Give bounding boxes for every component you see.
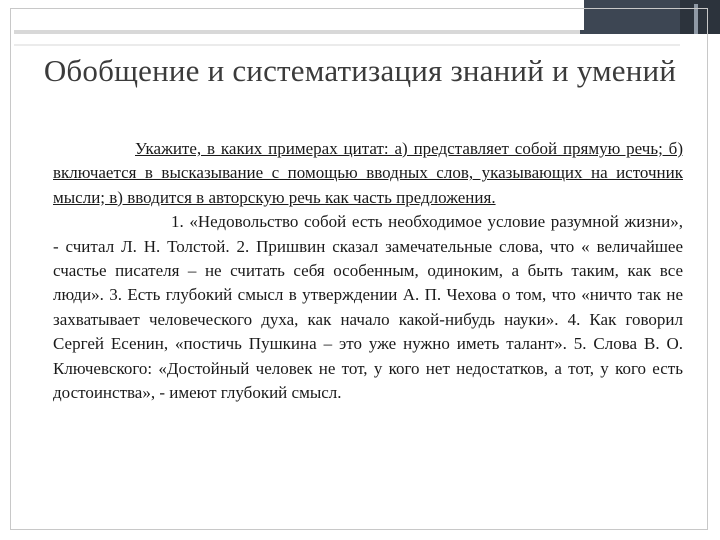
slide-body [53,137,683,405]
quotes-paragraph [53,210,683,405]
task-text: Укажите, в каких примерах цитат: а) представляет собой прямую речь; б) включается в высказывание с помощью вводных слов, указывающих на источник мысли; в) вводится в авторскую речь как часть предложения. [53,139,683,207]
task-paragraph [53,137,683,210]
quotes-text: 1. «Недовольство собой есть необходимое условие разумной жизни», - считал Л. Н. Толстой. 2. Пришвин сказал замечательные слова, что « величайшее счастье писателя – не считать себя особенным, одиноким, а быть таким, как все люди». 3. Есть глубокий смысл в утверждении А. П. Чехова о том, что «ничто так не захватывает человеческого духа, как начало какой-нибудь науки». 4. Как говорил Сергей Есенин, «постичь Пушкина – это уже нужно иметь талант». 5. Слова В. О. Ключевского: «Достойный человек не тот, у кого нет недостатков, а тот, у кого есть достоинства», - имеют глубокий смысл. [53,212,683,403]
slide-title: Обобщение и систематизация знаний и умений [43,53,677,88]
